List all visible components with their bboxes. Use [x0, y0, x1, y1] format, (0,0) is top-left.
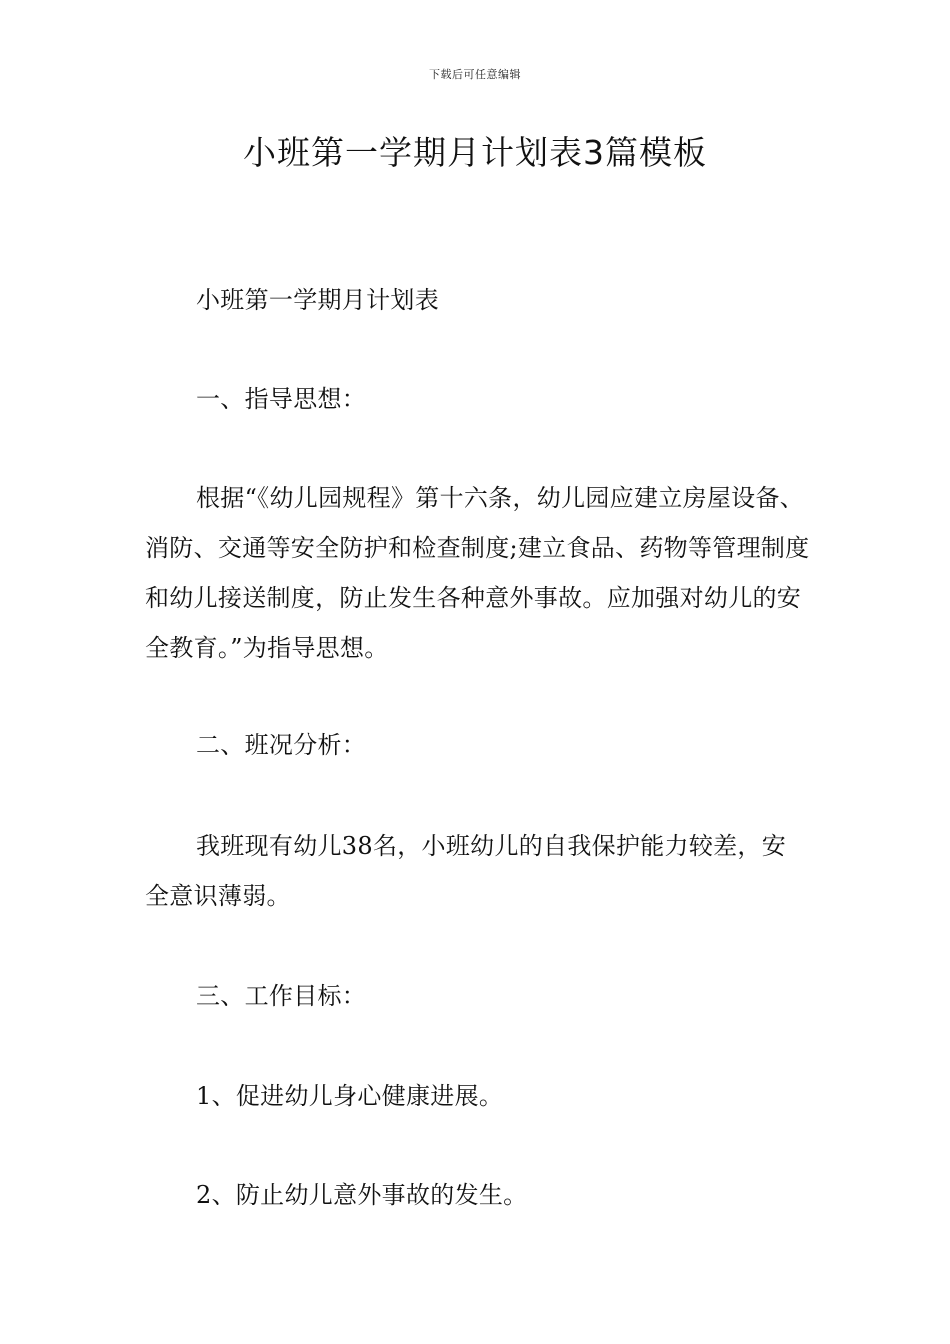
heading-class-analysis: 二、班况分析： [196, 731, 367, 759]
document-title: 小班第一学期月计划表3篇模板 [243, 133, 707, 172]
heading-guiding-ideology: 一、指导思想： [196, 385, 367, 413]
goal-item-2: 2、防止幼儿意外事故的发生。 [196, 1181, 528, 1209]
goal-item-1: 1、促进幼儿身心健康进展。 [196, 1082, 504, 1110]
paragraph-guiding-ideology: 根据“《幼儿园规程》第十六条，幼儿园应建立房屋设备、消防、交通等安全防护和检查制度;建立食品、药物等管理制度和幼儿接送制度，防止发生各种意外事故。应加强对幼儿的安全教育。”为指导思想。 [145, 484, 810, 662]
paragraph-class-analysis: 我班现有幼儿38名，小班幼儿的自我保护能力较差，安全意识薄弱。 [145, 832, 787, 910]
heading-work-goals: 三、工作目标： [196, 982, 367, 1010]
section-title: 小班第一学期月计划表 [196, 286, 439, 314]
header-note: 下载后可任意编辑 [429, 68, 521, 81]
